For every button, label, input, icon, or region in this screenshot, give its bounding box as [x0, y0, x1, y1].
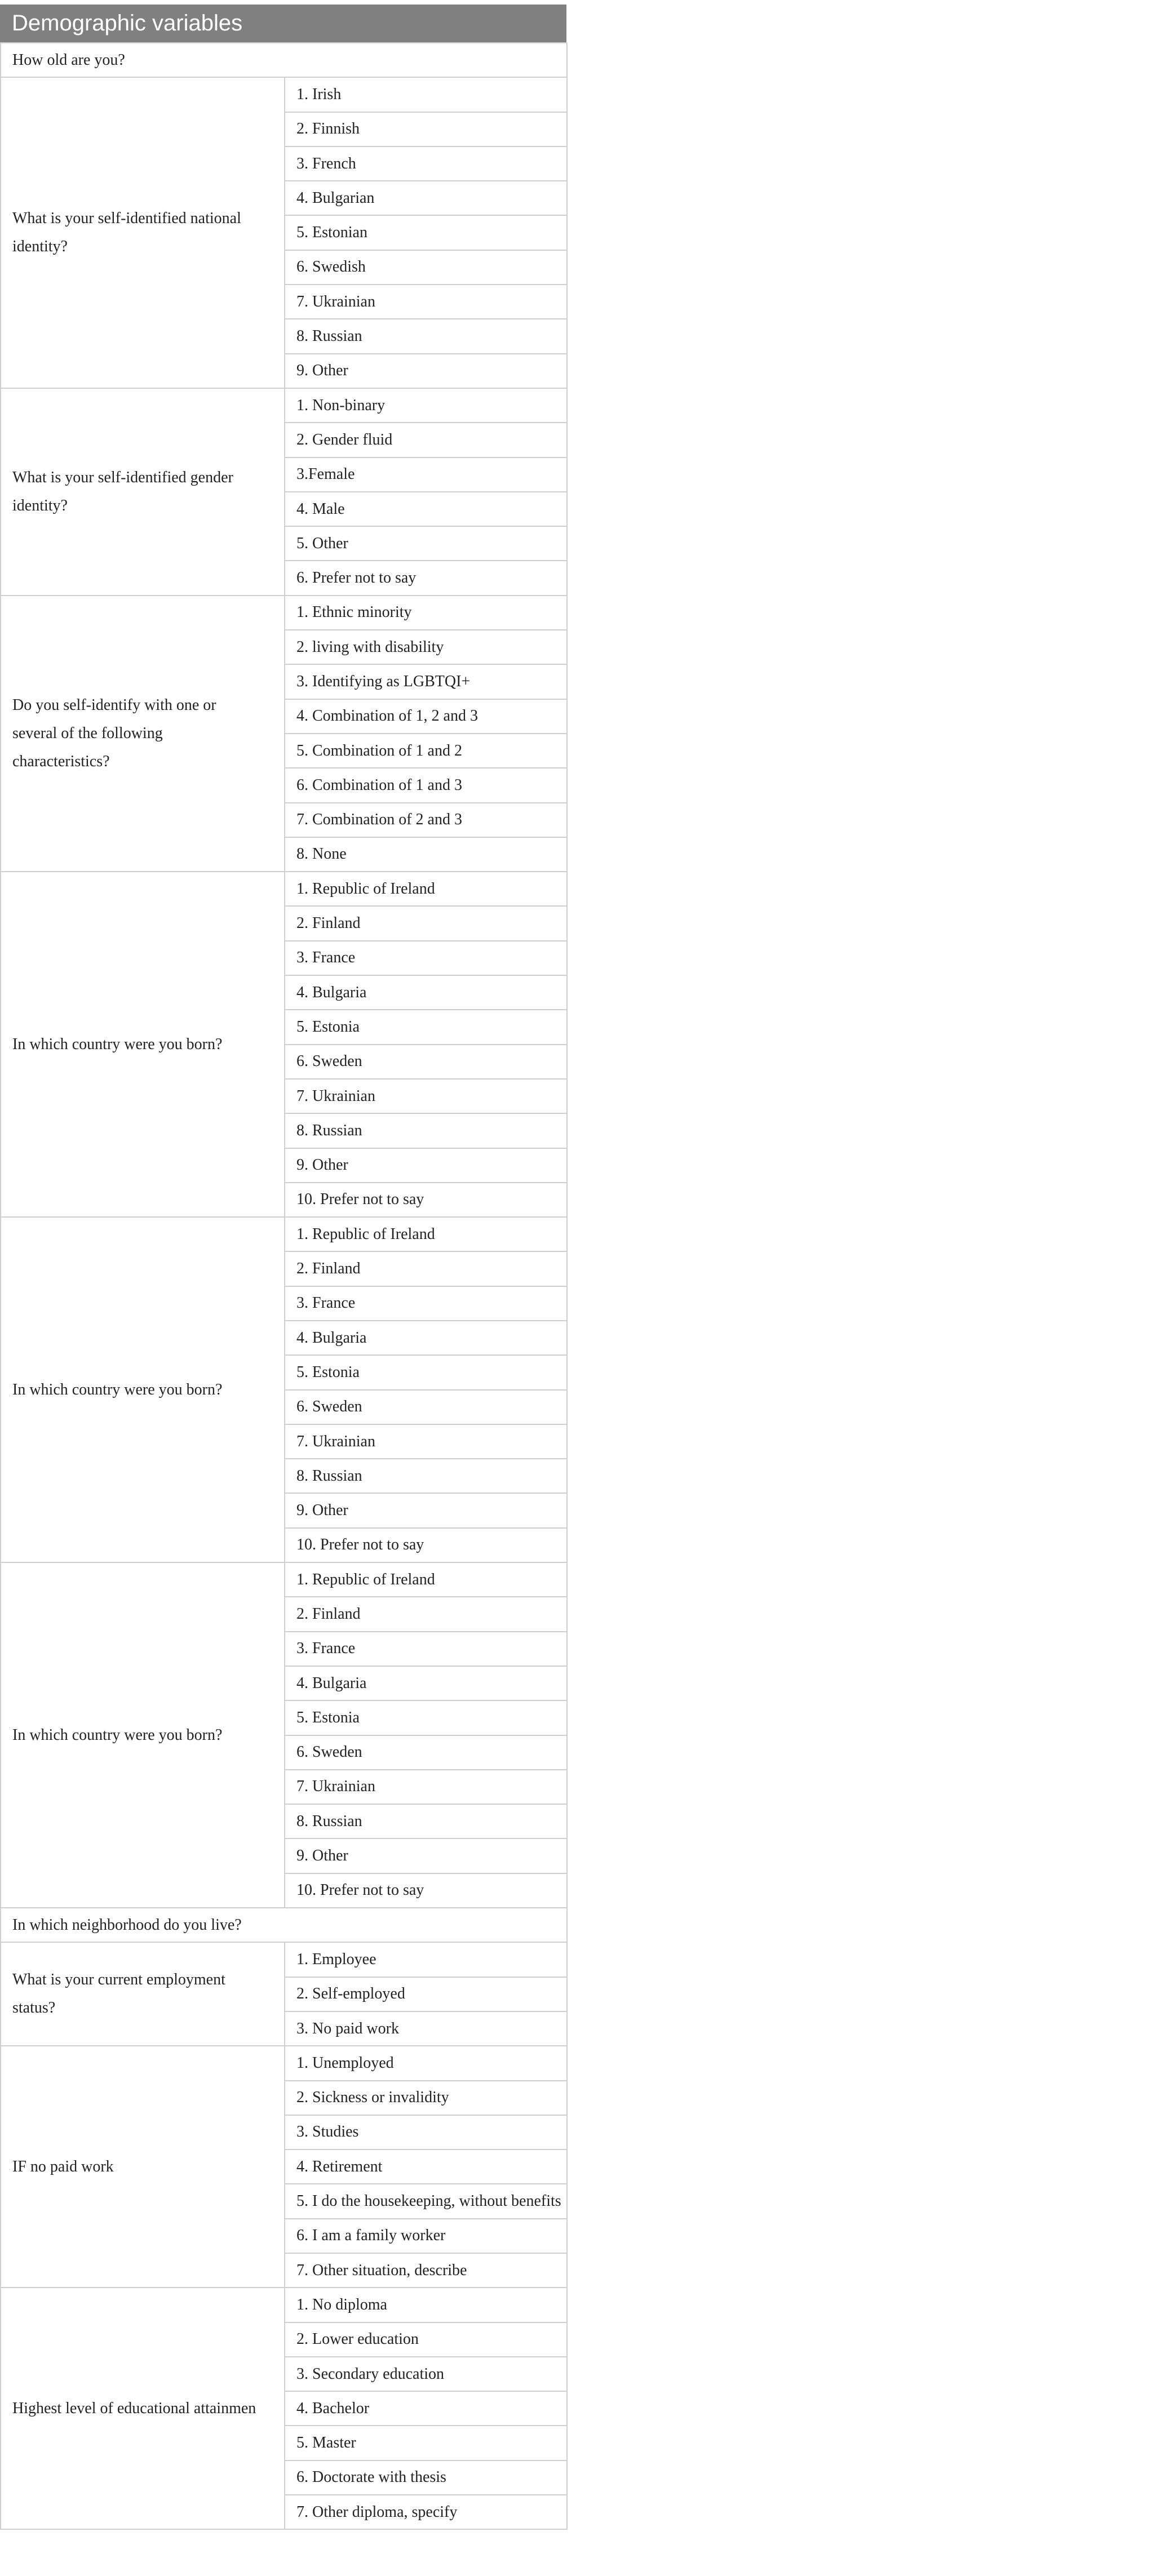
answer-option-cell: 7. Ukrainian	[285, 1079, 567, 1113]
table-row	[1, 2046, 567, 2080]
answer-option-cell: 3. French	[285, 146, 567, 181]
answer-option-cell: 4. Combination of 1, 2 and 3	[285, 699, 567, 734]
table-row	[1, 77, 567, 112]
table-row	[1, 1217, 567, 1251]
table-row	[1, 2288, 567, 2322]
answer-option-cell: 10. Prefer not to say	[285, 1528, 567, 1562]
answer-option-cell: 8. Russian	[285, 319, 567, 353]
answer-option-cell: 6. Sweden	[285, 1045, 567, 1079]
table-row	[1, 1942, 567, 1977]
answer-option-cell: 4. Retirement	[285, 2149, 567, 2184]
answer-option-cell: 6. Sweden	[285, 1390, 567, 1424]
answer-option-cell: 4. Bulgaria	[285, 975, 567, 1010]
answer-option-cell: 1. Unemployed	[285, 2046, 567, 2080]
answer-option-cell: 7. Ukrainian	[285, 1770, 567, 1804]
answer-option-cell: 9. Other	[285, 1148, 567, 1183]
answer-option-cell: 5. Estonia	[285, 1355, 567, 1389]
question-cell: What is your current employment status?	[1, 1942, 285, 2046]
table-row	[1, 43, 567, 77]
answer-option-cell: 3. France	[285, 1632, 567, 1666]
question-cell: What is your self-identified national identity?	[1, 77, 285, 388]
answer-option-cell: 2. Gender fluid	[285, 423, 567, 457]
answer-option-cell: 2. Finland	[285, 1251, 567, 1286]
answer-option-cell: 4. Bulgarian	[285, 181, 567, 215]
answer-option-cell: 3. France	[285, 941, 567, 975]
answer-option-cell: 3. Studies	[285, 2115, 567, 2149]
answer-option-cell: 6. Sweden	[285, 1735, 567, 1770]
table-title: Demographic variables	[0, 5, 566, 42]
table-row	[1, 1562, 567, 1597]
answer-option-cell: 7. Ukrainian	[285, 285, 567, 319]
answer-option-cell: 4. Bachelor	[285, 2391, 567, 2426]
answer-option-cell: 8. Russian	[285, 1113, 567, 1148]
answer-option-cell: 7. Other diploma, specify	[285, 2495, 567, 2529]
question-cell: Do you self-identify with one or several of the following characteristics?	[1, 596, 285, 872]
answer-option-cell: 7. Ukrainian	[285, 1424, 567, 1459]
answer-option-cell: 3.Female	[285, 458, 567, 492]
variables-table	[0, 42, 568, 2530]
answer-option-cell: 2. Finland	[285, 1597, 567, 1631]
answer-option-cell: 1. Non-binary	[285, 388, 567, 423]
answer-option-cell: 1. No diploma	[285, 2288, 567, 2322]
answer-option-cell: 3. No paid work	[285, 2011, 567, 2046]
answer-option-cell: 4. Bulgaria	[285, 1666, 567, 1700]
answer-option-cell: 9. Other	[285, 1838, 567, 1873]
question-cell: IF no paid work	[1, 2046, 285, 2288]
table-row	[1, 388, 567, 423]
answer-option-cell: 5. Combination of 1 and 2	[285, 734, 567, 768]
answer-option-cell: 4. Male	[285, 492, 567, 526]
question-cell: In which neighborhood do you live?	[1, 1908, 567, 1942]
answer-option-cell: 3. Identifying as LGBTQI+	[285, 664, 567, 699]
answer-option-cell: 1. Republic of Ireland	[285, 1562, 567, 1597]
answer-option-cell: 6. Combination of 1 and 3	[285, 768, 567, 802]
question-cell: In which country were you born?	[1, 1562, 285, 1908]
answer-option-cell: 6. Swedish	[285, 250, 567, 285]
answer-option-cell: 5. Estonia	[285, 1700, 567, 1735]
answer-option-cell: 8. Russian	[285, 1459, 567, 1493]
answer-option-cell: 3. Secondary education	[285, 2357, 567, 2391]
answer-option-cell: 10. Prefer not to say	[285, 1183, 567, 1217]
answer-option-cell: 6. Doctorate with thesis	[285, 2460, 567, 2495]
answer-option-cell: 8. None	[285, 837, 567, 872]
answer-option-cell: 5. Estonia	[285, 1010, 567, 1044]
answer-option-cell: 2. living with disability	[285, 630, 567, 664]
answer-option-cell: 2. Finland	[285, 906, 567, 940]
answer-option-cell: 2. Sickness or invalidity	[285, 2081, 567, 2115]
answer-option-cell: 2. Finnish	[285, 112, 567, 146]
question-cell: How old are you?	[1, 43, 567, 77]
question-cell: What is your self-identified gender identity?	[1, 388, 285, 596]
demographic-table	[0, 5, 566, 2530]
answer-option-cell: 1. Republic of Ireland	[285, 1217, 567, 1251]
answer-option-cell: 6. Prefer not to say	[285, 561, 567, 595]
question-cell: In which country were you born?	[1, 1217, 285, 1562]
answer-option-cell: 5. Other	[285, 526, 567, 561]
table-row	[1, 872, 567, 906]
answer-option-cell: 10. Prefer not to say	[285, 1873, 567, 1908]
answer-option-cell: 1. Irish	[285, 77, 567, 112]
table-row	[1, 596, 567, 630]
answer-option-cell: 5. Master	[285, 2426, 567, 2460]
question-cell: In which country were you born?	[1, 872, 285, 1217]
answer-option-cell: 5. I do the housekeeping, without benefits	[285, 2184, 567, 2218]
answer-option-cell: 3. France	[285, 1286, 567, 1321]
question-cell: Highest level of educational attainmen	[1, 2288, 285, 2529]
answer-option-cell: 1. Ethnic minority	[285, 596, 567, 630]
answer-option-cell: 1. Employee	[285, 1942, 567, 1977]
answer-option-cell: 7. Combination of 2 and 3	[285, 803, 567, 837]
answer-option-cell: 7. Other situation, describe	[285, 2253, 567, 2288]
table-body	[1, 43, 567, 2529]
table-row	[1, 1908, 567, 1942]
answer-option-cell: 4. Bulgaria	[285, 1321, 567, 1355]
answer-option-cell: 2. Lower education	[285, 2322, 567, 2357]
answer-option-cell: 5. Estonian	[285, 215, 567, 250]
answer-option-cell: 8. Russian	[285, 1804, 567, 1838]
answer-option-cell: 9. Other	[285, 1493, 567, 1527]
answer-option-cell: 1. Republic of Ireland	[285, 872, 567, 906]
answer-option-cell: 6. I am a family worker	[285, 2219, 567, 2253]
answer-option-cell: 9. Other	[285, 354, 567, 388]
answer-option-cell: 2. Self-employed	[285, 1977, 567, 2011]
